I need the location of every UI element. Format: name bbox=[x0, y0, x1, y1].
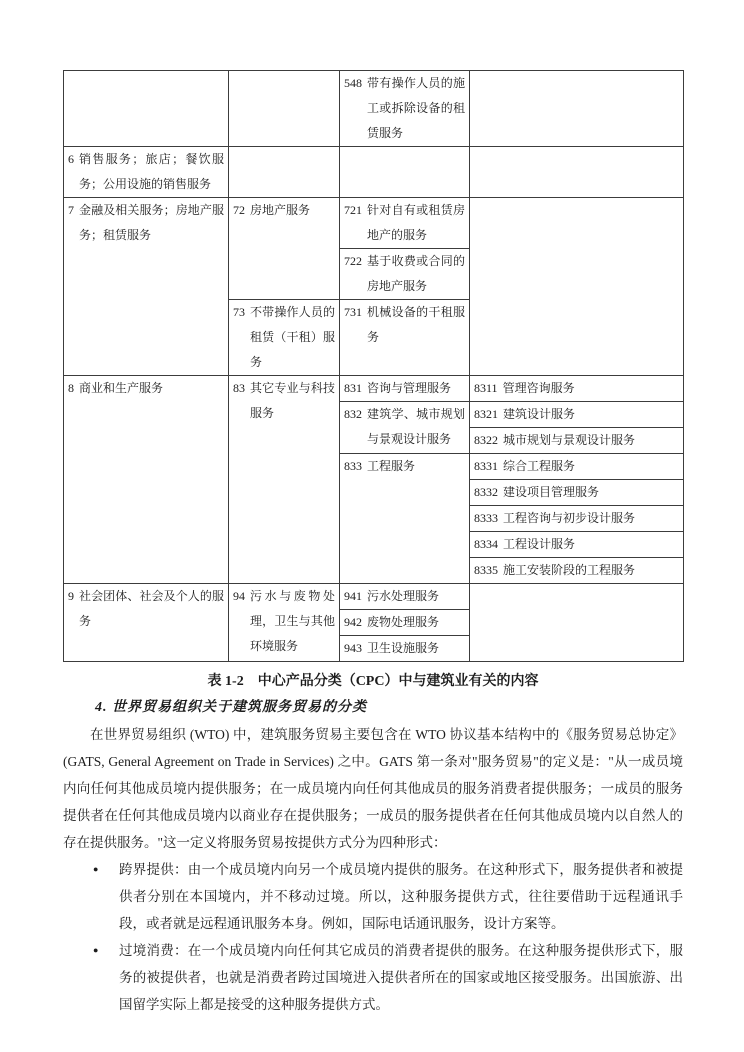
bullet-text: 过境消费：在一个成员境内向任何其它成员的消费者提供的服务。在这种服务提供形式下，服务的被提供者，也就是消费者跨过国境进入提供者所在的国家或地区接受服务。出国旅游、出国留学实际上都是接受的这种服务提供方式。 bbox=[119, 943, 683, 1012]
cell-code: 832 bbox=[344, 407, 362, 421]
table-row bbox=[64, 71, 684, 147]
cell-label: 污水处理服务 bbox=[367, 589, 440, 603]
table-row bbox=[64, 198, 684, 249]
table-cell-empty bbox=[470, 584, 684, 662]
cell-label: 建设项目管理服务 bbox=[503, 485, 600, 499]
cell-code: 83 bbox=[233, 381, 245, 395]
cell-code: 943 bbox=[344, 641, 362, 655]
table-cell bbox=[340, 71, 470, 147]
cell-label: 商业和生产服务 bbox=[79, 381, 164, 395]
table-cell bbox=[229, 376, 340, 584]
cell-label: 建筑设计服务 bbox=[503, 407, 576, 421]
table-cell-empty bbox=[229, 71, 340, 147]
bullet-item bbox=[63, 937, 683, 1018]
cell-code: 72 bbox=[233, 203, 245, 217]
cell-code: 8332 bbox=[474, 485, 498, 499]
cell-code: 731 bbox=[344, 305, 362, 319]
table-cell bbox=[64, 198, 229, 376]
bullet-dot-icon: ● bbox=[93, 945, 99, 955]
cell-code: 8331 bbox=[474, 459, 498, 473]
cell-code: 942 bbox=[344, 615, 362, 629]
cpc-table-body bbox=[64, 71, 684, 662]
cell-code: 94 bbox=[233, 589, 245, 603]
cell-label: 咨询与管理服务 bbox=[367, 381, 452, 395]
table-cell bbox=[229, 300, 340, 376]
cell-code: 548 bbox=[344, 76, 362, 90]
table-cell bbox=[340, 610, 470, 636]
table-cell-empty bbox=[229, 147, 340, 198]
body-paragraph: 在世界贸易组织 (WTO) 中，建筑服务贸易主要包含在 WTO 协议基本结构中的《服务贸易总协定》(GATS, General Agreement on Trade in Services) 之中。GATS 第一条对"服务贸易"的定义是："从一成员境内向任何其他成员境内提供服务；在一成员境内向任何其他成员的服务消费者提供服务；一成员的服务提供者在任何其他成员境内以商业存在提供服务；一成员的服务提供者在任何其他成员境内以自然人的存在提供服务。"这一定义将服务贸易按提供方式分为四种形式： bbox=[63, 727, 683, 850]
table-cell bbox=[470, 428, 684, 454]
cell-code: 73 bbox=[233, 305, 245, 319]
cell-label: 工程咨询与初步设计服务 bbox=[503, 511, 636, 525]
cell-label: 不带操作人员的租赁（干租）服务 bbox=[250, 305, 335, 369]
cell-code: 8335 bbox=[474, 563, 498, 577]
cell-code: 7 bbox=[68, 203, 74, 217]
table-cell bbox=[470, 558, 684, 584]
cell-label: 金融及相关服务；房地产服务；租赁服务 bbox=[79, 203, 224, 242]
table-cell bbox=[340, 636, 470, 662]
table-cell bbox=[229, 198, 340, 300]
bullet-dot-icon: ● bbox=[93, 864, 99, 874]
cell-code: 941 bbox=[344, 589, 362, 603]
cpc-classification-table bbox=[63, 70, 684, 662]
table-cell-empty bbox=[470, 147, 684, 198]
cell-code: 8334 bbox=[474, 537, 498, 551]
table-cell bbox=[470, 532, 684, 558]
table-cell bbox=[340, 454, 470, 584]
cell-label: 建筑学、城市规划与景观设计服务 bbox=[367, 407, 465, 446]
cell-label: 管理咨询服务 bbox=[502, 381, 575, 395]
table-cell bbox=[340, 300, 470, 376]
table-cell-empty bbox=[470, 71, 684, 147]
cell-label: 施工安装阶段的工程服务 bbox=[503, 563, 636, 577]
table-cell-empty bbox=[340, 147, 470, 198]
table-cell bbox=[340, 249, 470, 300]
cell-label: 城市规划与景观设计服务 bbox=[503, 433, 636, 447]
table-cell bbox=[470, 506, 684, 532]
table-cell bbox=[470, 376, 684, 402]
section-heading: 4. 世界贸易组织关于建筑服务贸易的分类 bbox=[95, 700, 367, 715]
table-cell bbox=[340, 584, 470, 610]
cell-label: 综合工程服务 bbox=[503, 459, 576, 473]
bullet-list bbox=[63, 856, 683, 1018]
table-cell bbox=[470, 402, 684, 428]
table-cell bbox=[340, 376, 470, 402]
bullet-item bbox=[63, 856, 683, 937]
cell-code: 722 bbox=[344, 254, 362, 268]
cell-code: 721 bbox=[344, 203, 362, 217]
cell-label: 社会团体、社会及个人的服务 bbox=[79, 589, 224, 628]
cell-code: 833 bbox=[344, 459, 362, 473]
table-caption: 表 1-2 中心产品分类（CPC）中与建筑业有关的内容 bbox=[207, 674, 539, 689]
cell-label: 污水与废物处理，卫生与其他环境服务 bbox=[250, 589, 335, 653]
cell-code: 8322 bbox=[474, 433, 498, 447]
table-cell bbox=[340, 402, 470, 454]
table-row bbox=[64, 376, 684, 402]
cell-label: 销售服务；旅店；餐饮服务；公用设施的销售服务 bbox=[79, 152, 224, 191]
cell-label: 工程设计服务 bbox=[503, 537, 576, 551]
table-cell bbox=[229, 584, 340, 662]
table-cell bbox=[64, 584, 229, 662]
table-row bbox=[64, 584, 684, 610]
table-cell-empty bbox=[470, 198, 684, 376]
cell-label: 基于收费或合同的房地产服务 bbox=[367, 254, 465, 293]
cell-label: 其它专业与科技服务 bbox=[250, 381, 335, 420]
table-cell bbox=[470, 480, 684, 506]
table-row bbox=[64, 147, 684, 198]
bullet-text: 跨界提供：由一个成员境内向另一个成员境内提供的服务。在这种形式下，服务提供者和被提供者分别在本国境内，并不移动过境。所以，这种服务提供方式，往往要借助于远程通讯手段，或者就是远程通讯服务本身。例如，国际电话通讯服务，设计方案等。 bbox=[119, 862, 683, 931]
cell-code: 8311 bbox=[474, 381, 498, 395]
cell-label: 卫生设施服务 bbox=[367, 641, 440, 655]
table-cell bbox=[64, 147, 229, 198]
table-cell bbox=[470, 454, 684, 480]
cell-label: 废物处理服务 bbox=[367, 615, 440, 629]
table-cell-empty bbox=[64, 71, 229, 147]
cell-label: 带有操作人员的施工或拆除设备的租赁服务 bbox=[367, 76, 465, 140]
cell-code: 8321 bbox=[474, 407, 498, 421]
cell-code: 8333 bbox=[474, 511, 498, 525]
cell-code: 6 bbox=[68, 152, 74, 166]
cell-label: 机械设备的干租服务 bbox=[367, 305, 465, 344]
cell-code: 8 bbox=[68, 381, 74, 395]
cell-label: 房地产服务 bbox=[250, 203, 311, 217]
cell-code: 831 bbox=[344, 381, 362, 395]
table-cell bbox=[64, 376, 229, 584]
cell-label: 针对自有或租赁房地产的服务 bbox=[367, 203, 465, 242]
table-cell bbox=[340, 198, 470, 249]
cell-code: 9 bbox=[68, 589, 74, 603]
cell-label: 工程服务 bbox=[367, 459, 416, 473]
